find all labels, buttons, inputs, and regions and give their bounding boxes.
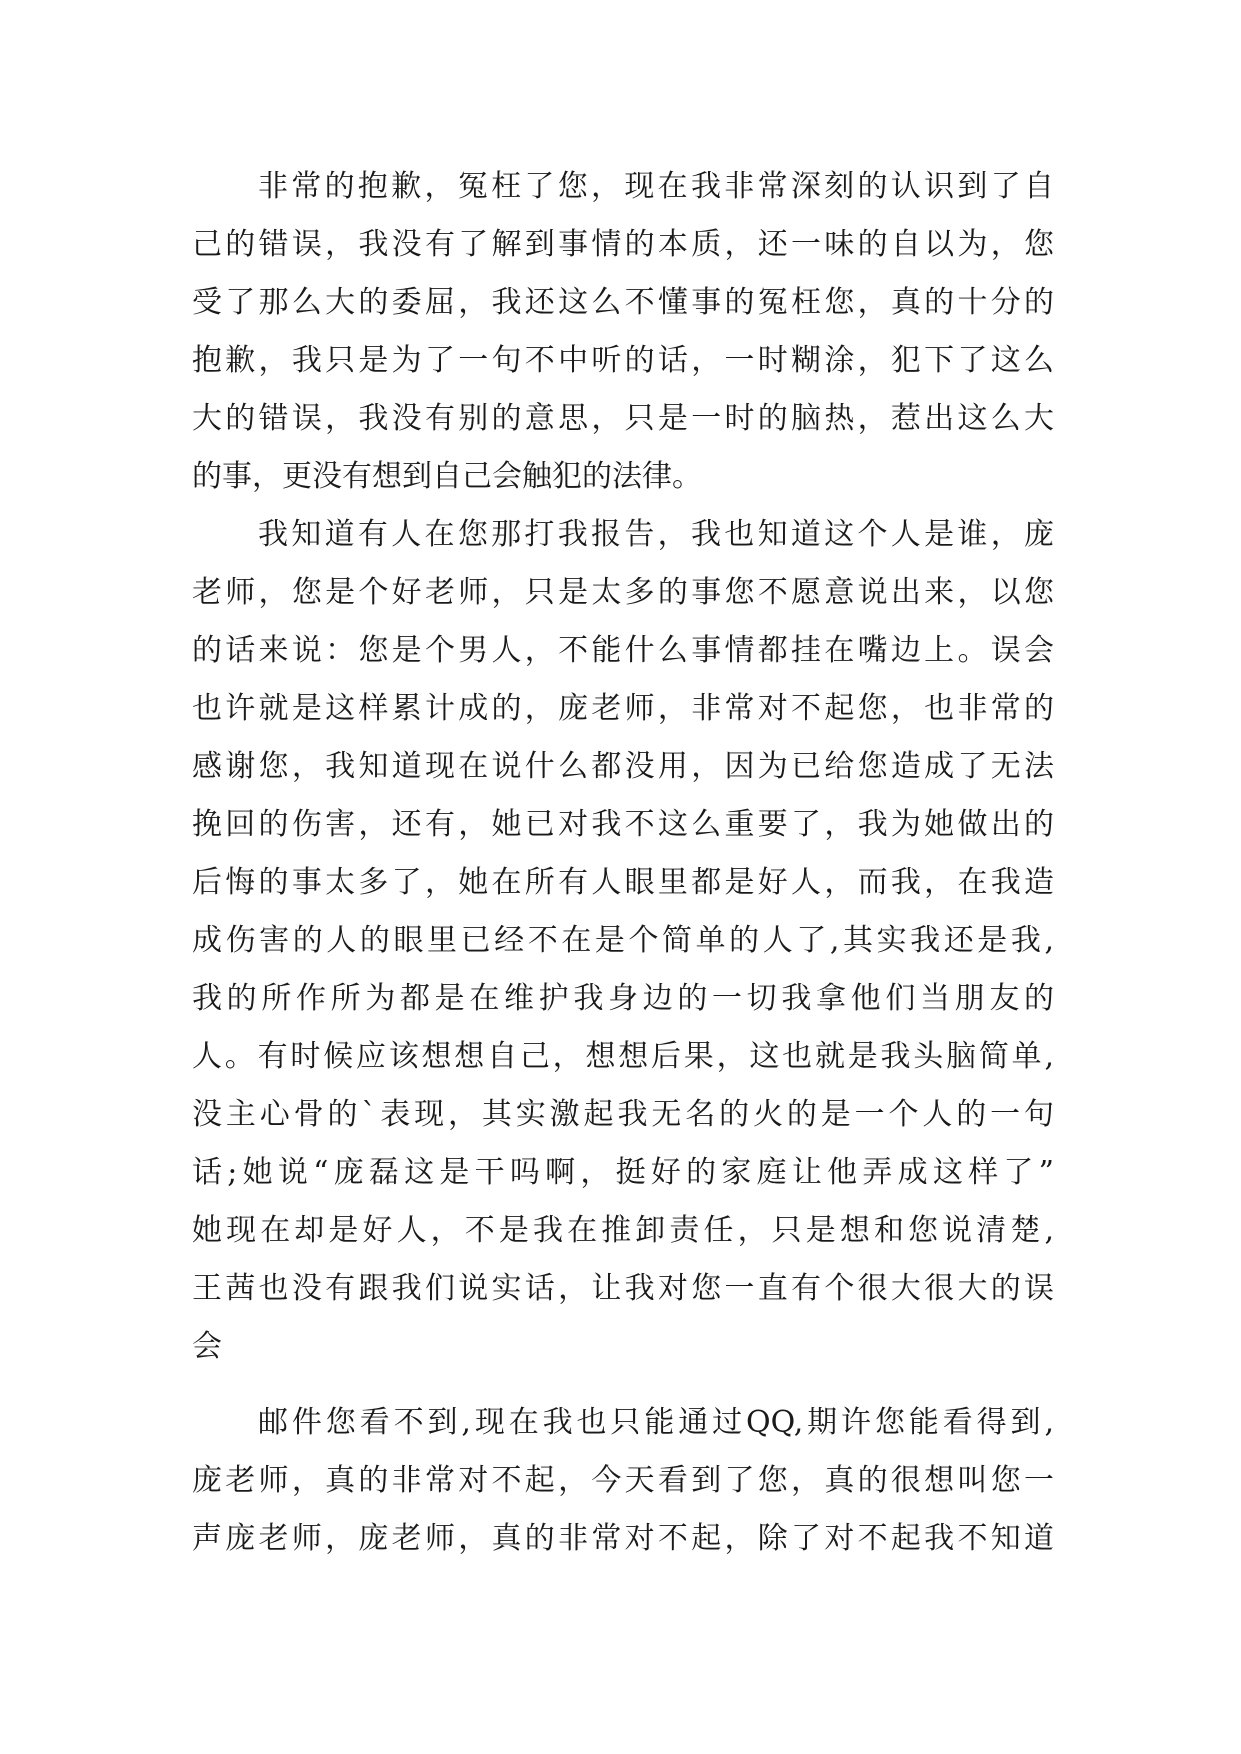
text-line: 没主心骨的`表现，其实激起我无名的火的是一个人的一句 (192, 1097, 1054, 1132)
text-line: 我知道有人在您那打我报告，我也知道这个人是谁，庞 (258, 517, 1054, 552)
text-line: 我的所作所为都是在维护我身边的一切我拿他们当朋友的 (192, 981, 1054, 1016)
text-line: 声庞老师，庞老师，真的非常对不起，除了对不起我不知道 (192, 1521, 1054, 1556)
text-line: 非常的抱歉，冤枉了您，现在我非常深刻的认识到了自 (258, 169, 1054, 204)
text-line: 成伤害的人的眼里已经不在是个简单的人了,其实我还是我, (192, 923, 1054, 958)
paragraph-3 (192, 1394, 1054, 1568)
text-line: 王茜也没有跟我们说实话，让我对您一直有个很大很大的误 (192, 1271, 1054, 1306)
text-line: 老师，您是个好老师，只是太多的事您不愿意说出来，以您 (192, 575, 1054, 610)
text-line: 邮件您看不到,现在我也只能通过QQ,期许您能看得到, (258, 1405, 1054, 1440)
text-line: 她现在却是好人，不是我在推卸责任，只是想和您说清楚, (192, 1213, 1054, 1248)
text-line: 挽回的伤害，还有，她已对我不这么重要了，我为她做出的 (192, 807, 1054, 842)
text-line: 庞老师，真的非常对不起，今天看到了您，真的很想叫您一 (192, 1463, 1054, 1498)
text-line: 的话来说：您是个男人，不能什么事情都挂在嘴边上。误会 (192, 633, 1054, 668)
text-line: 感谢您，我知道现在说什么都没用，因为已给您造成了无法 (192, 749, 1054, 784)
text-line: 大的错误，我没有别的意思，只是一时的脑热，惹出这么大 (192, 401, 1054, 436)
text-line: 的事，更没有想到自己会触犯的法律。 (192, 459, 702, 494)
text-line: 也许就是这样累计成的，庞老师，非常对不起您，也非常的 (192, 691, 1054, 726)
text-line: 人。有时候应该想想自己，想想后果，这也就是我头脑简单, (192, 1039, 1054, 1074)
text-line: 抱歉，我只是为了一句不中听的话，一时糊涂，犯下了这么 (192, 343, 1054, 378)
text-line: 己的错误，我没有了解到事情的本质，还一味的自以为，您 (192, 227, 1054, 262)
paragraph-1 (192, 158, 1054, 506)
paragraph-spacer (192, 1376, 1054, 1394)
paragraph-2 (192, 506, 1054, 1376)
text-line: 后悔的事太多了，她在所有人眼里都是好人，而我，在我造 (192, 865, 1054, 900)
document-body (192, 158, 1054, 1568)
text-line: 会 (192, 1329, 222, 1364)
text-line: 话;她说“庞磊这是干吗啊，挺好的家庭让他弄成这样了” (192, 1155, 1054, 1190)
text-line: 受了那么大的委屈，我还这么不懂事的冤枉您，真的十分的 (192, 285, 1054, 320)
